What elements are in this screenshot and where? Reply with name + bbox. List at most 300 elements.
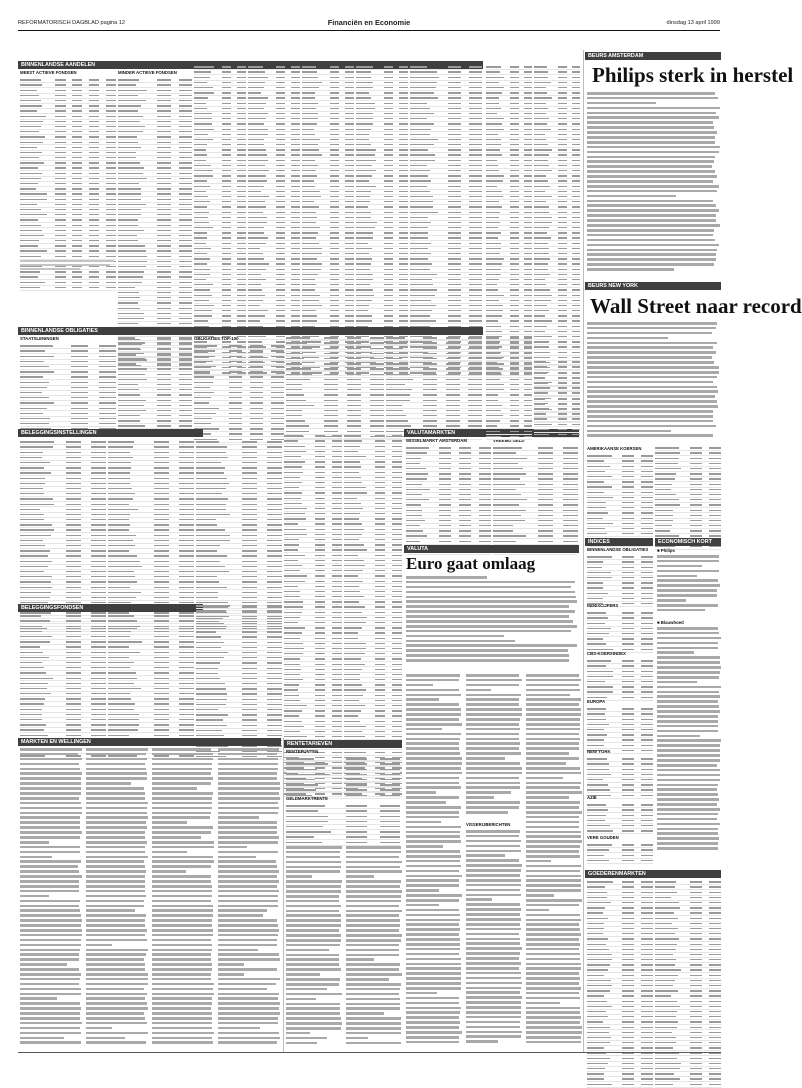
subhead-cbs: CBS-KOERSINDEX [587, 651, 626, 656]
text-line [218, 860, 276, 863]
text-line [657, 715, 718, 718]
text-line [587, 239, 715, 242]
text-line [657, 695, 720, 698]
text-line [218, 1017, 278, 1020]
text-line [587, 112, 716, 115]
text-line [466, 1021, 520, 1024]
text-line [657, 681, 697, 684]
text-line [20, 973, 81, 976]
text-line [657, 599, 686, 602]
text-line [526, 1007, 580, 1010]
text-line [346, 900, 401, 903]
text-line [526, 1041, 581, 1044]
text-line [466, 1016, 521, 1019]
text-line [587, 107, 720, 110]
text-line [526, 806, 579, 809]
text-line [657, 818, 717, 821]
text-line [466, 752, 521, 755]
text-line [587, 253, 716, 256]
text-line [406, 835, 460, 838]
text-line [152, 865, 211, 868]
text-line [466, 738, 519, 741]
text-line [152, 900, 211, 903]
text-line [20, 763, 79, 766]
text-line [20, 924, 81, 927]
table-geldmarkt [286, 804, 400, 838]
text-line [587, 322, 717, 325]
text-line [20, 1002, 80, 1005]
text-line [587, 386, 717, 389]
table-amerikaanse-koersen-a [587, 454, 653, 530]
text-line [286, 929, 339, 932]
subhead-visserij: VISSERIJBERICHTEN [466, 822, 511, 827]
bottom-rule [18, 1052, 721, 1053]
table-aandelen-e [410, 65, 482, 317]
table-beleggingsfondsen-b [108, 614, 194, 732]
section-band-goederenmarkten: GOEDERENMARKTEN [585, 870, 721, 878]
text-line [152, 851, 187, 854]
text-line [286, 968, 341, 971]
text-line [466, 923, 520, 926]
text-line [406, 581, 575, 584]
text-line [526, 689, 580, 692]
text-line [466, 913, 520, 916]
subhead-binnenlandse-obligaties: BINNENLANDSE OBLIGATIES [587, 547, 649, 552]
text-line [218, 900, 278, 903]
text-line [346, 1032, 401, 1035]
text-line [526, 914, 580, 917]
text-line [218, 763, 278, 766]
text-line [406, 777, 459, 780]
text-line [218, 831, 277, 834]
text-line [218, 968, 277, 971]
text-line [286, 875, 312, 878]
subhead-amerikaanse-koersen: AMERIKAANSE KOERSEN [587, 446, 642, 451]
article-philips-body [587, 92, 720, 278]
text-line [218, 1002, 280, 1005]
subhead-staatsleningen: STAATSLENINGEN [20, 336, 59, 341]
markten-col-10 [526, 674, 582, 1050]
text-line [587, 204, 716, 207]
text-line [526, 840, 582, 843]
article-euro-body [406, 576, 578, 666]
text-line [152, 944, 212, 947]
text-line [152, 846, 214, 849]
text-line [86, 1007, 148, 1010]
text-line [406, 997, 459, 1000]
text-line [286, 1042, 317, 1045]
text-line [466, 674, 519, 677]
text-line [406, 992, 437, 995]
text-line [152, 1037, 212, 1040]
text-line [526, 948, 579, 951]
text-line [526, 967, 581, 970]
text-line [346, 968, 399, 971]
text-line [466, 845, 520, 848]
text-line [86, 870, 146, 873]
text-line [406, 1007, 461, 1010]
text-line [587, 175, 717, 178]
text-line [587, 425, 716, 428]
text-line [86, 846, 145, 849]
text-line [86, 1027, 112, 1030]
table-goederen-b [655, 880, 721, 1050]
text-line [218, 983, 276, 986]
text-line [406, 870, 459, 873]
text-line [526, 1036, 581, 1039]
table-row [20, 286, 116, 291]
text-line [526, 992, 579, 995]
text-line [587, 376, 717, 379]
text-line [406, 757, 462, 760]
table-indices-6 [587, 803, 653, 831]
text-line [466, 874, 520, 877]
table-aandelen-b [248, 65, 300, 317]
text-line [587, 92, 715, 95]
text-line [526, 796, 569, 799]
text-line [86, 958, 144, 961]
text-line [86, 772, 147, 775]
text-line [286, 895, 339, 898]
text-line [86, 826, 147, 829]
text-line [286, 914, 341, 917]
text-line [346, 963, 400, 966]
text-line [20, 748, 82, 751]
text-line [152, 978, 211, 981]
text-line [346, 949, 399, 952]
text-line [526, 826, 579, 829]
text-line [406, 620, 573, 623]
text-line [406, 586, 571, 589]
text-line [406, 654, 569, 657]
headline-wallstreet: Wall Street naar record [590, 294, 802, 318]
text-line [587, 400, 717, 403]
text-line [86, 895, 146, 898]
text-line [20, 909, 80, 912]
text-line [152, 993, 214, 996]
text-line [152, 929, 213, 932]
text-line [152, 768, 212, 771]
text-line [218, 934, 278, 937]
text-line [466, 835, 519, 838]
table-fondsen-e [344, 434, 402, 732]
text-line [406, 1026, 459, 1029]
text-line [406, 738, 460, 741]
text-line [406, 733, 461, 736]
text-line [346, 846, 401, 849]
text-line [218, 816, 259, 819]
text-line [218, 802, 278, 805]
markten-col-9 [466, 830, 522, 1050]
text-line [466, 1001, 521, 1004]
text-line [20, 900, 80, 903]
text-line [218, 1032, 279, 1035]
text-line [406, 762, 462, 765]
text-line [587, 263, 714, 266]
text-line [526, 811, 582, 814]
text-line [406, 840, 461, 843]
text-line [657, 764, 717, 767]
text-line [526, 684, 579, 687]
text-line [346, 1017, 401, 1020]
text-line [526, 879, 581, 882]
text-line [286, 958, 339, 961]
text-line [466, 786, 520, 789]
table-indices-3 [587, 659, 653, 695]
text-line [406, 967, 461, 970]
text-line [218, 836, 279, 839]
text-line [657, 837, 719, 840]
text-line [657, 823, 720, 826]
text-line [20, 758, 82, 761]
text-line [20, 968, 79, 971]
text-line [406, 674, 460, 677]
text-line [218, 909, 267, 912]
text-line [20, 816, 80, 819]
text-line [20, 944, 81, 947]
text-line [86, 909, 135, 912]
text-line [86, 807, 147, 810]
text-line [286, 919, 341, 922]
table-row [587, 1082, 653, 1087]
text-line [466, 703, 519, 706]
article-kort-1 [657, 555, 721, 615]
text-line [526, 713, 581, 716]
text-line [657, 700, 718, 703]
text-line [152, 958, 211, 961]
text-line [152, 988, 213, 991]
text-line [152, 807, 212, 810]
text-line [406, 914, 460, 917]
text-line [346, 944, 399, 947]
text-line [86, 953, 146, 956]
text-line [406, 752, 460, 755]
kort-philips: ■ Philips [657, 548, 675, 553]
text-line [466, 908, 521, 911]
table-beleggingsfondsen-a [20, 614, 106, 732]
text-line [152, 973, 211, 976]
text-line [657, 739, 721, 742]
text-line [86, 914, 146, 917]
text-line [657, 627, 718, 630]
text-line [466, 747, 519, 750]
text-line [526, 894, 554, 897]
text-line [218, 772, 277, 775]
text-line [286, 944, 340, 947]
text-line [466, 742, 520, 745]
markten-col-5 [286, 846, 342, 1050]
text-line [657, 725, 718, 728]
text-line [86, 939, 147, 942]
article-kort-2 [657, 627, 721, 853]
text-line [526, 835, 581, 838]
text-line [406, 963, 461, 966]
text-line [406, 625, 577, 628]
text-line [86, 929, 147, 932]
text-line [526, 870, 580, 873]
table-indices-1 [587, 555, 653, 599]
text-line [86, 856, 148, 859]
text-line [526, 875, 581, 878]
section-band-economisch-kort: ECONOMISCH KORT [655, 538, 721, 546]
article-wallstreet-body [587, 322, 720, 442]
text-line [406, 879, 459, 882]
table-obligaties-e [534, 360, 580, 424]
text-line [218, 777, 277, 780]
footnote-line [20, 264, 110, 266]
text-line [218, 895, 278, 898]
text-line [86, 988, 144, 991]
text-line [218, 753, 277, 756]
text-line [406, 904, 439, 907]
text-line [86, 836, 145, 839]
table-beleggingsinstellingen-a [20, 440, 106, 596]
text-line [86, 1041, 146, 1044]
text-line [526, 977, 580, 980]
text-line [152, 1027, 212, 1030]
text-line [406, 948, 460, 951]
text-line [466, 957, 519, 960]
header-right: dinsdag 13 april 1999 [666, 20, 720, 26]
text-line [526, 899, 582, 902]
text-line [526, 933, 581, 936]
table-vreemd-geld [493, 446, 578, 536]
text-line [657, 661, 720, 664]
text-line [86, 1022, 147, 1025]
text-line [406, 796, 459, 799]
text-line [406, 884, 459, 887]
text-line [406, 821, 441, 824]
text-line [526, 821, 579, 824]
text-line [466, 991, 520, 994]
text-line [346, 866, 400, 869]
text-line [466, 938, 520, 941]
text-line [406, 894, 462, 897]
text-line [346, 993, 399, 996]
text-line [346, 910, 402, 913]
text-line [587, 200, 713, 203]
text-line [657, 642, 718, 645]
text-line [346, 954, 399, 957]
markten-col-2 [86, 748, 148, 1050]
text-line [152, 919, 212, 922]
text-line [466, 918, 521, 921]
text-line [587, 249, 717, 252]
text-line [466, 884, 521, 887]
text-line [406, 772, 462, 775]
text-line [152, 758, 213, 761]
text-line [657, 594, 717, 597]
text-line [346, 885, 400, 888]
text-line [466, 898, 492, 901]
text-line [286, 924, 341, 927]
text-line [657, 784, 718, 787]
markten-col-8 [466, 674, 522, 818]
text-line [86, 1037, 125, 1040]
text-line [86, 763, 145, 766]
headline-philips: Philips sterk in herstel [592, 63, 794, 87]
text-line [526, 747, 579, 750]
text-line [152, 939, 211, 942]
section-band-beleggingsinstellingen: BELEGGINGSINSTELLINGEN [18, 429, 203, 437]
text-line [86, 1012, 144, 1015]
text-line [526, 782, 581, 785]
text-line [406, 610, 575, 613]
subhead-new-york: NEW YORK [587, 749, 611, 754]
text-line [526, 997, 580, 1000]
text-line [20, 1032, 81, 1035]
table-meest-actieve [20, 78, 116, 253]
text-line [20, 802, 81, 805]
text-line [406, 919, 460, 922]
text-line [526, 1021, 580, 1024]
text-line [86, 875, 145, 878]
text-line [286, 880, 342, 883]
text-line [152, 1002, 212, 1005]
table-amerikaanse-koersen-b [655, 446, 721, 530]
text-line [466, 952, 520, 955]
text-line [152, 787, 197, 790]
text-line [286, 993, 342, 996]
text-line [526, 791, 582, 794]
text-line [587, 395, 715, 398]
text-line [526, 1011, 580, 1014]
text-line [526, 904, 579, 907]
text-line [86, 812, 147, 815]
text-line [587, 97, 718, 100]
text-line [587, 224, 720, 227]
text-line [152, 831, 211, 834]
text-line [657, 676, 719, 679]
text-line [526, 850, 579, 853]
text-line [526, 703, 579, 706]
text-line [152, 1012, 212, 1015]
text-line [657, 754, 720, 757]
text-line [657, 769, 720, 772]
text-line [218, 953, 279, 956]
footnote-line [20, 260, 114, 262]
section-band-indices: INDICES [585, 538, 653, 546]
text-line [657, 565, 702, 568]
text-line [406, 640, 515, 643]
text-line [218, 944, 277, 947]
text-line [466, 791, 511, 794]
table-row [587, 829, 653, 834]
text-line [218, 1027, 260, 1030]
subhead-azie: AZIË [587, 795, 597, 800]
table-obligaties-b [286, 336, 384, 424]
text-line [152, 880, 211, 883]
text-line [20, 797, 79, 800]
text-line [218, 978, 280, 981]
text-line [286, 1037, 327, 1040]
text-line [152, 1017, 212, 1020]
text-line [218, 807, 279, 810]
table-aandelen-f [486, 65, 532, 317]
text-line [286, 973, 320, 976]
header-center: Financiën en Economie [327, 18, 411, 27]
text-line [466, 987, 521, 990]
text-line [86, 841, 147, 844]
text-line [152, 963, 212, 966]
text-line [286, 885, 341, 888]
text-line [406, 698, 439, 701]
text-line [526, 1002, 560, 1005]
text-line [587, 268, 674, 271]
text-line [218, 919, 277, 922]
text-line [152, 1007, 211, 1010]
text-line [657, 793, 718, 796]
